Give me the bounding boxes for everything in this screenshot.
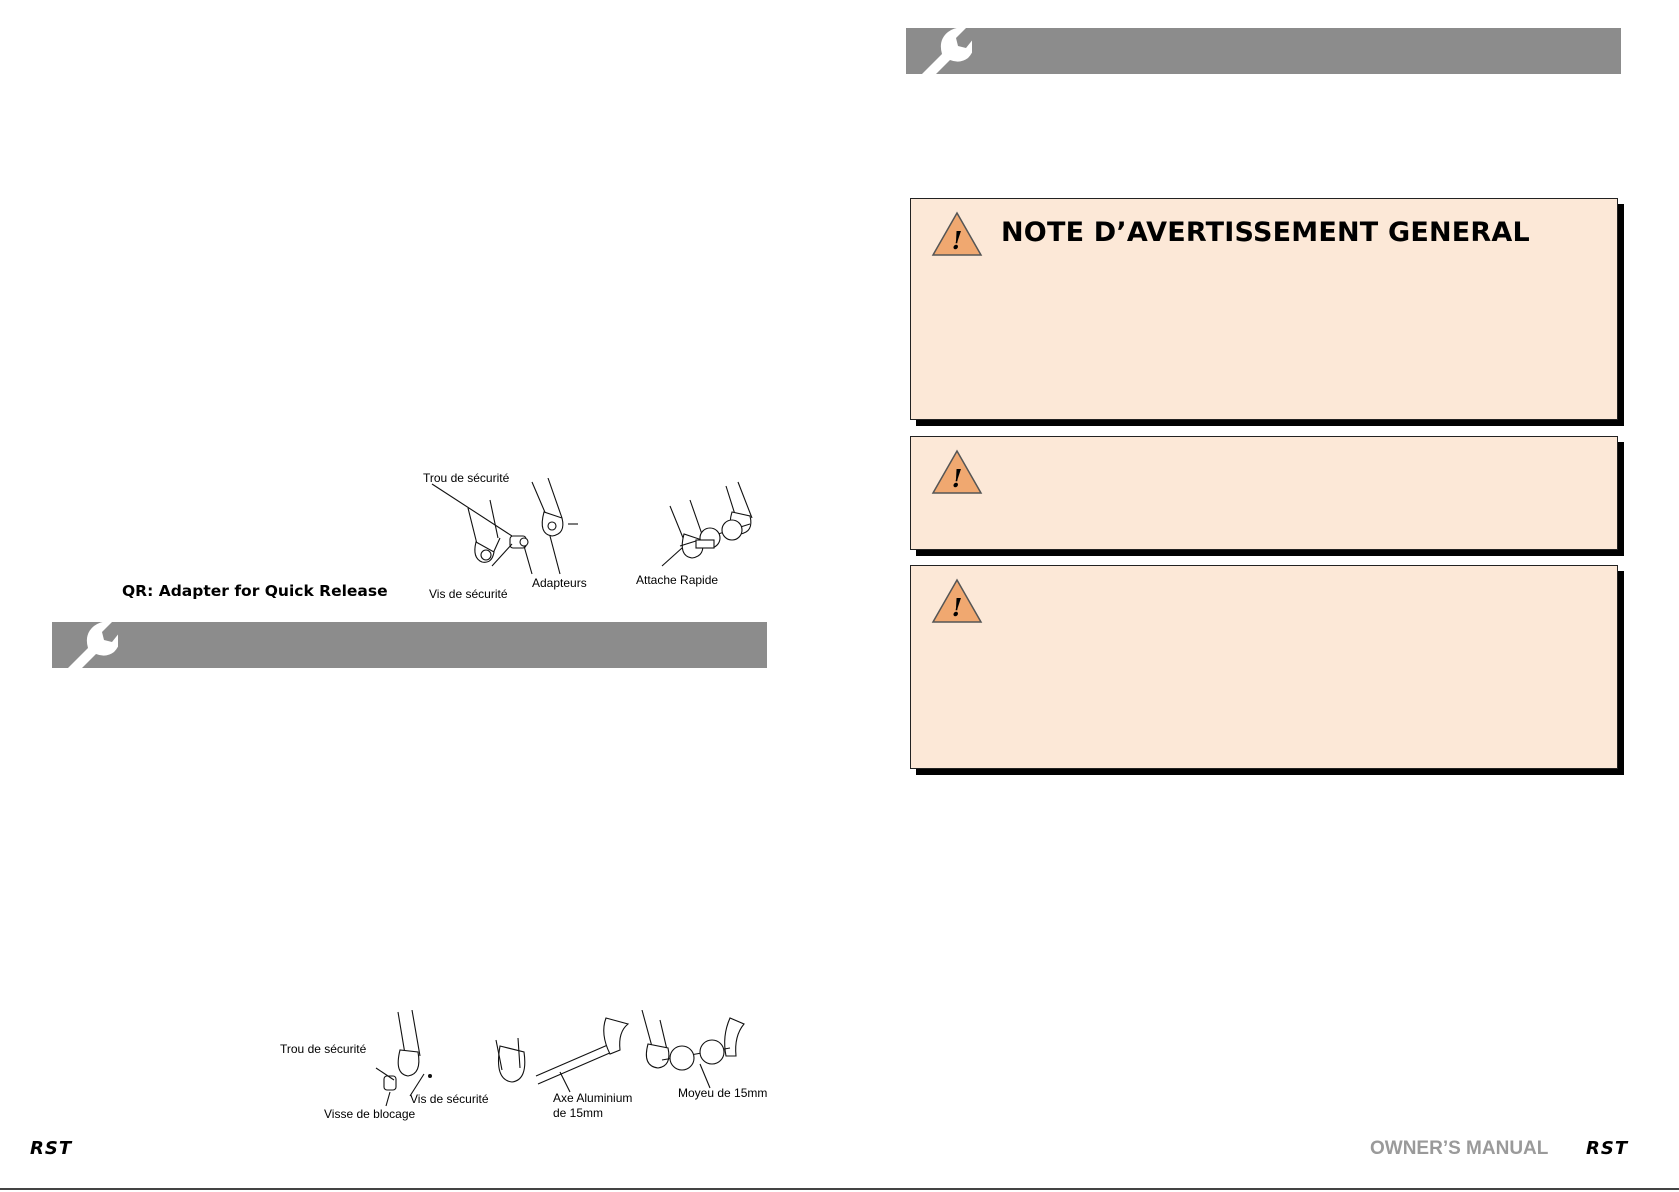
- wrench-icon: [912, 24, 972, 80]
- axle-lock-screw-label: Visse de blocage: [324, 1107, 416, 1121]
- hub-label: Moyeu de 15mm: [678, 1086, 768, 1100]
- right-rst-logo: RST: [1586, 1138, 1629, 1159]
- qr-caption: QR: Adapter for Quick Release: [122, 582, 388, 600]
- axle-illustration: [370, 1010, 780, 1110]
- right-page: [840, 0, 1679, 1192]
- warning-triangle-icon: [931, 578, 983, 624]
- axle-safety-screw-label: Vis de sécurité: [410, 1092, 489, 1106]
- warning-triangle-icon: [931, 211, 983, 257]
- left-rst-logo: RST: [30, 1138, 73, 1159]
- svg-text:!: !: [951, 464, 963, 493]
- qr-quick-release-label: Attache Rapide: [636, 573, 719, 587]
- warning-box-2: [910, 436, 1618, 550]
- svg-text:!: !: [951, 226, 963, 255]
- owners-manual-footer: OWNER’S MANUAL: [1370, 1138, 1549, 1159]
- qr-safety-screw-label: Vis de sécurité: [429, 587, 508, 601]
- wrench-icon: [58, 618, 118, 674]
- warning-box-3: [910, 565, 1618, 769]
- warning-triangle-icon: [931, 449, 983, 495]
- axle-safety-hole-label: Trou de sécurité: [280, 1042, 367, 1056]
- general-warning-box: [910, 198, 1618, 420]
- warning-title: NOTE D’AVERTISSEMENT GENERAL: [1001, 217, 1530, 248]
- axle-size-label: de 15mm: [553, 1106, 604, 1120]
- section-header-bar-right: [906, 28, 1621, 74]
- section-header-bar: [52, 622, 767, 668]
- axle-aluminium-label: Axe Aluminium: [553, 1091, 633, 1105]
- qr-safety-hole-label: Trou de sécurité: [423, 471, 510, 485]
- bottom-rule: [0, 1188, 1679, 1190]
- qr-adapter-illustration: [420, 478, 800, 590]
- svg-text:!: !: [951, 593, 963, 622]
- qr-adapters-label: Adapteurs: [532, 576, 587, 590]
